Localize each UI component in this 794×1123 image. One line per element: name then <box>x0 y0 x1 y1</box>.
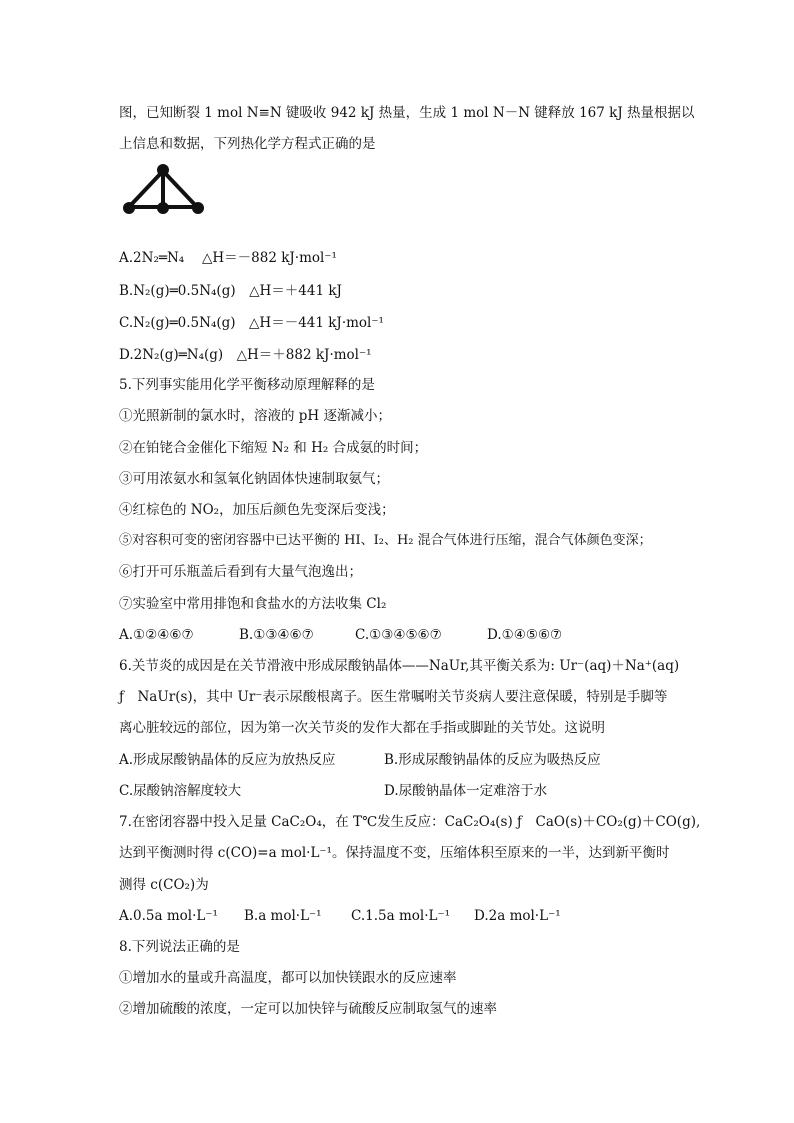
q5-stem: 5.下列事实能用化学平衡移动原理解释的是 <box>119 377 375 393</box>
q4-option-b: B.N₂(g)═0.5N₄(g) △H＝＋441 kJ <box>119 283 342 299</box>
q7-option-c: C.1.5a mol·L⁻¹ <box>351 908 450 924</box>
q7-stem-line-2: 达到平衡测时得 c(CO)=a mol·L⁻¹。保持温度不变，压缩体积至原来的一半，达到新平衡时 <box>119 845 670 861</box>
q4-stem-line-1: 图，已知断裂 1 mol N≡N 键吸收 942 kJ 热量，生成 1 mol N－N 键释放 167 kJ 热量根据以 <box>119 105 695 121</box>
q5-option-a: A.①②④⑥⑦ <box>119 627 194 643</box>
atom-left <box>123 202 135 214</box>
q5-item-6: ⑥打开可乐瓶盖后看到有大量气泡逸出； <box>119 564 362 580</box>
q5-option-d: D.①④⑤⑥⑦ <box>487 627 563 643</box>
q7-option-b: B.a mol·L⁻¹ <box>244 908 322 924</box>
atom-top <box>157 164 169 176</box>
q6-option-a: A.形成尿酸钠晶体的反应为放热反应 <box>119 752 336 768</box>
q5-item-2: ②在铂铑合金催化下缩短 N₂ 和 H₂ 合成氨的时间； <box>119 440 428 456</box>
q8-item-1: ①增加水的量或升高温度，都可以加快镁跟水的反应速率 <box>119 970 457 986</box>
q5-item-3: ③可用浓氨水和氢氧化钠固体快速制取氨气； <box>119 471 389 487</box>
q6-stem-line-3: 离心脏较远的部位，因为第一次关节炎的发作大都在手指或脚趾的关节处。这说明 <box>119 720 605 736</box>
n4-molecule-figure <box>117 162 211 222</box>
q6-stem-line-2: ƒ NaUr(s)，其中 Ur⁻表示尿酸根离子。医生常嘱咐关节炎病人要注意保暖，特别是手脚等 <box>119 689 668 705</box>
q7-option-a: A.0.5a mol·L⁻¹ <box>119 908 218 924</box>
atom-center <box>157 202 169 214</box>
q5-item-1: ①光照新制的氯水时，溶液的 pH 逐渐减小； <box>119 408 391 424</box>
q5-item-7: ⑦实验室中常用排饱和食盐水的方法收集 Cl₂ <box>119 596 387 612</box>
q6-option-d: D.尿酸钠晶体一定难溶于水 <box>384 783 548 799</box>
q8-item-2: ②增加硫酸的浓度，一定可以加快锌与硫酸反应制取氢气的速率 <box>119 1001 497 1017</box>
atom-right <box>192 202 204 214</box>
q5-option-c: C.①③④⑤⑥⑦ <box>355 627 442 643</box>
q7-stem-line-1: 7.在密闭容器中投入足量 CaC₂O₄，在 T℃发生反应：CaC₂O₄(s) ƒ CaO(s)＋CO₂(g)＋CO(g), <box>119 814 701 830</box>
q8-stem: 8.下列说法正确的是 <box>119 939 240 955</box>
q7-stem-line-3: 测得 c(CO₂)为 <box>119 877 209 893</box>
q4-option-d: D.2N₂(g)═N₄(g) △H＝＋882 kJ·mol⁻¹ <box>119 347 372 363</box>
q7-option-d: D.2a mol·L⁻¹ <box>474 908 561 924</box>
q4-option-c: C.N₂(g)═0.5N₄(g) △H＝－441 kJ·mol⁻¹ <box>119 315 384 331</box>
q4-stem-line-2: 上信息和数据，下列热化学方程式正确的是 <box>119 136 376 152</box>
q6-option-c: C.尿酸钠溶解度较大 <box>119 783 242 799</box>
q6-option-b: B.形成尿酸钠晶体的反应为吸热反应 <box>384 752 601 768</box>
q5-item-5: ⑤对容积可变的密闭容器中已达平衡的 HI、I₂、H₂ 混合气体进行压缩，混合气体颜色变深； <box>119 533 652 548</box>
q4-option-a: A.2N₂═N₄ △H＝－882 kJ·mol⁻¹ <box>119 250 337 266</box>
q5-option-b: B.①③④⑥⑦ <box>239 627 314 643</box>
q6-stem-line-1: 6.关节炎的成因是在关节滑液中形成尿酸钠晶体——NaUr,其平衡关系为: Ur⁻(aq)＋Na⁺(aq) <box>119 658 680 674</box>
q5-item-4: ④红棕色的 NO₂，加压后颜色先变深后变浅； <box>119 502 395 518</box>
